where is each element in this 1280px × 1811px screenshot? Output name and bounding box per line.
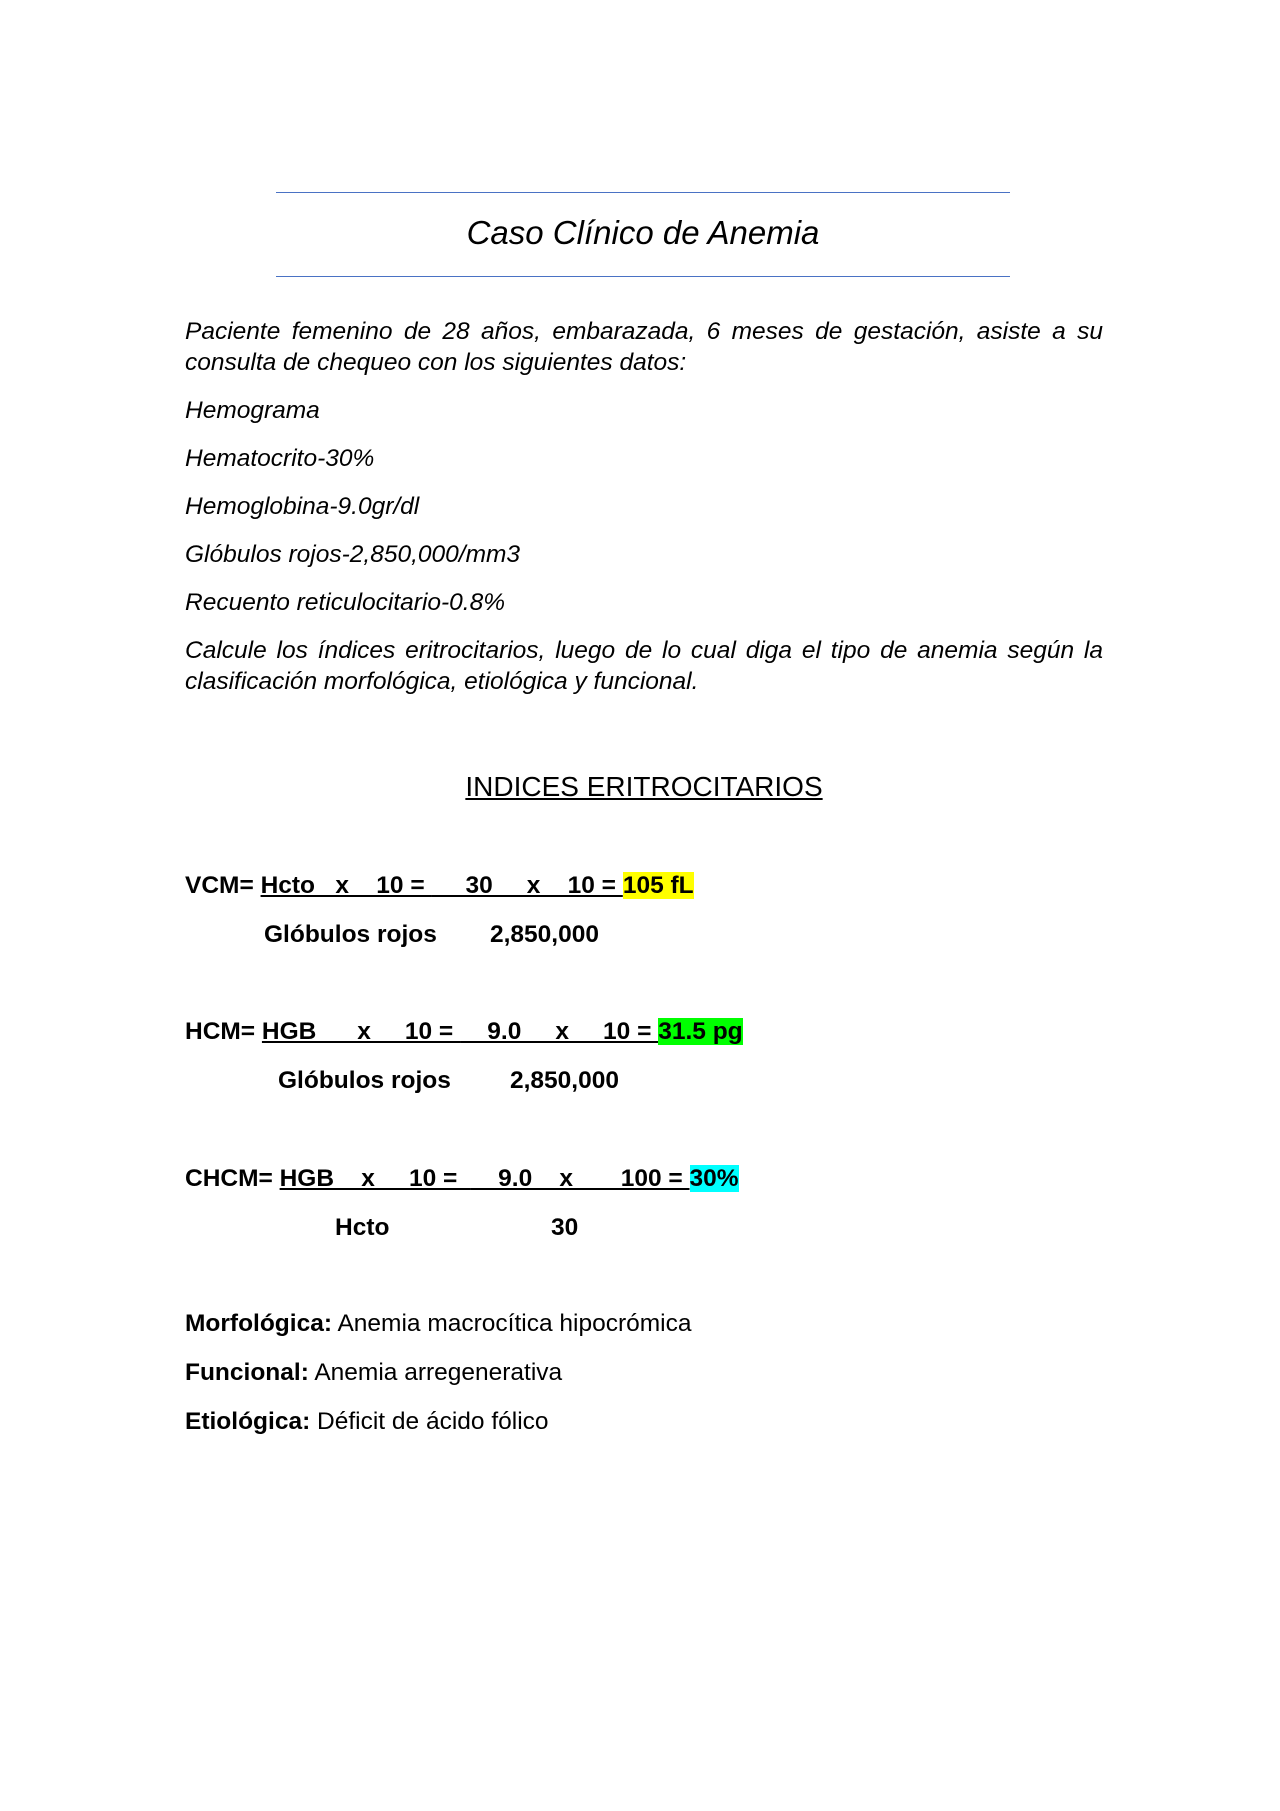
hemoglobina-value: Hemoglobina-9.0gr/dl — [185, 493, 420, 520]
section-heading: INDICES ERITROCITARIOS — [465, 771, 823, 802]
vcm-numerator: Hcto x 10 = — [260, 872, 432, 899]
classification-funcional — [185, 1357, 562, 1389]
hcm-denominator: Glóbulos rojos — [278, 1067, 451, 1094]
case-paragraph: Paciente femenino de 28 años, embarazada, 6 meses de gestación, asiste a su consulta de chequeo con los siguientes datos: — [185, 318, 1103, 376]
etiologica-value: Déficit de ácido fólico — [310, 1408, 549, 1435]
chcm-denominator-value: 30 — [551, 1214, 579, 1241]
chcm-numerator: HGB x 10 = — [279, 1165, 471, 1192]
vcm-denominator-value: 2,850,000 — [490, 921, 599, 948]
vcm-numerator-values: 30 x 10 = — [431, 872, 623, 899]
chcm-result: 30% — [689, 1165, 739, 1192]
vcm-result: 105 fL — [622, 872, 694, 899]
document-title: Caso Clínico de Anemia — [466, 214, 820, 251]
chcm-numerator-values: 9.0 x 100 = — [470, 1165, 690, 1192]
chcm-denominator: Hcto — [335, 1214, 390, 1241]
hcm-numerator: HGB x 10 = — [261, 1018, 461, 1045]
hematocrito-value: Hematocrito-30% — [185, 445, 375, 472]
classification-morfologica — [185, 1308, 691, 1340]
hcm-numerator-values: 9.0 x 10 = — [460, 1018, 659, 1045]
funcional-label: Funcional: — [185, 1359, 309, 1386]
vcm-label: VCM= — [185, 872, 261, 899]
hcm-formula — [185, 1016, 743, 1048]
morfologica-label: Morfológica: — [185, 1310, 332, 1337]
hcm-label: HCM= — [185, 1018, 262, 1045]
hcm-result: 31.5 pg — [658, 1018, 743, 1045]
hemograma-label: Hemograma — [185, 397, 320, 424]
globulos-rojos-value: Glóbulos rojos-2,850,000/mm3 — [185, 541, 521, 568]
vcm-denominator: Glóbulos rojos — [264, 921, 437, 948]
vcm-formula — [185, 870, 694, 902]
instruction-paragraph: Calcule los índices eritrocitarios, luego de lo cual diga el tipo de anemia según la clasificación morfológica, etiológica y funcional. — [185, 637, 1103, 695]
title-bottom-rule — [276, 276, 1010, 277]
chcm-formula — [185, 1163, 739, 1195]
reticulocitos-value: Recuento reticulocitario-0.8% — [185, 589, 506, 616]
classification-etiologica — [185, 1406, 549, 1438]
chcm-label: CHCM= — [185, 1165, 280, 1192]
title-top-rule — [276, 192, 1010, 193]
morfologica-value: Anemia macrocítica hipocrómica — [332, 1310, 692, 1337]
funcional-value: Anemia arregenerativa — [308, 1359, 563, 1386]
case-description — [185, 316, 1103, 697]
etiologica-label: Etiológica: — [185, 1408, 311, 1435]
hcm-denominator-value: 2,850,000 — [510, 1067, 619, 1094]
